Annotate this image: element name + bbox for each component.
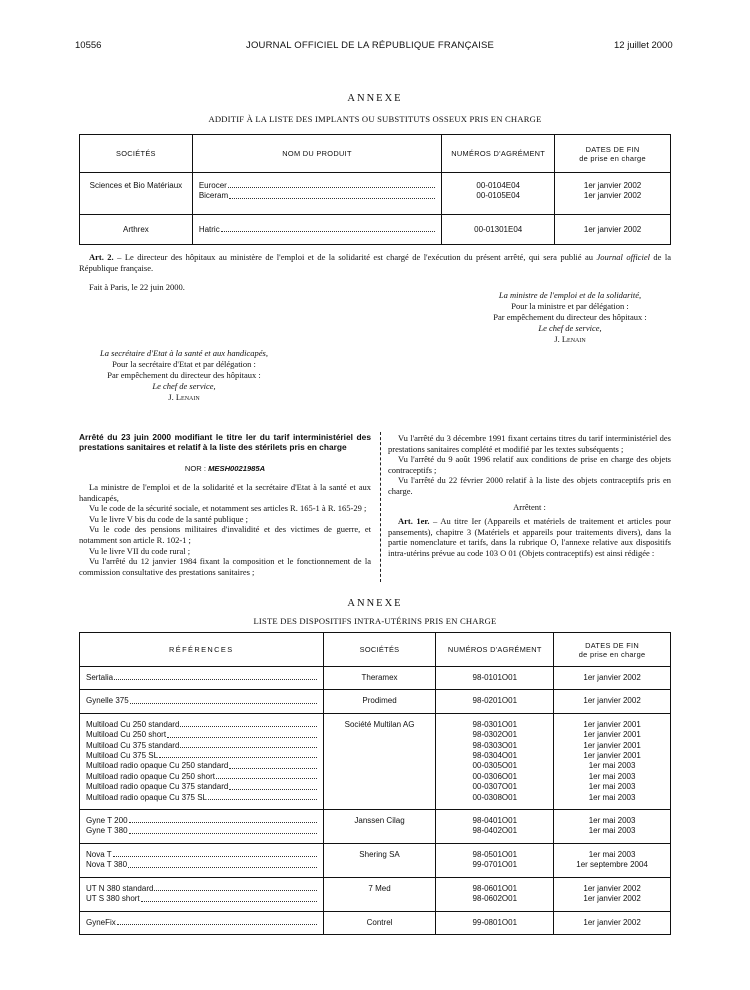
- approval-number: 00-0307O01: [472, 782, 518, 792]
- col-dates: DATES DE FIN de prise en charge: [554, 633, 671, 667]
- approval-number: 00-0104E04: [476, 181, 520, 190]
- approval-number: 98-0602O01: [472, 894, 518, 904]
- end-date: 1er janvier 2002: [583, 191, 642, 201]
- approval-number: 98-0101O01: [472, 673, 518, 682]
- end-date: 1er septembre 2004: [576, 860, 648, 870]
- end-date: 1er janvier 2001: [583, 730, 641, 740]
- journal-title: JOURNAL OFFICIEL DE LA RÉPUBLIQUE FRANÇAISE: [246, 40, 495, 51]
- approval-number: 99-0701O01: [472, 860, 518, 870]
- article-1: Art. 1er. – Au titre Ier (Appareils et matériels de traitement et articles pour pansements), chapitre 3 (Matériels et appareils pour traitements divers), dans la partie nomenclature et tarifs, dans la rubrique O, l'annexe relative aux dispositifs intra-utérins prévue au code 103 O 01 (Objets contraceptifs) est ainsi rédigée :: [388, 516, 671, 558]
- end-date: 1er janvier 2002: [583, 696, 641, 706]
- approval-number: 00-0306O01: [472, 771, 518, 781]
- table-row: [80, 877, 671, 911]
- end-date: 1er janvier 2002: [583, 225, 642, 234]
- reference-name: Multiload Cu 375 standard: [86, 740, 180, 750]
- col-numeros: NUMÉROS D'AGRÉMENT: [436, 633, 554, 667]
- table-row: [80, 173, 671, 215]
- end-date: 1er janvier 2002: [583, 894, 641, 904]
- annex2-table: [79, 632, 671, 935]
- reference-name: UT S 380 short: [86, 894, 140, 904]
- product-name: Eurocer: [198, 181, 227, 190]
- table-row: [80, 690, 671, 713]
- company-cell: Shering SA: [359, 849, 400, 859]
- col-societes: SOCIÉTÉS: [80, 135, 193, 173]
- end-date: 1er janvier 2001: [583, 740, 641, 750]
- page-number: 10556: [75, 40, 102, 51]
- reference-name: Multiload Cu 250 standard: [86, 719, 180, 729]
- product-name: Hatric: [198, 225, 220, 234]
- end-date: 1er mai 2003: [588, 849, 636, 859]
- arrete-right-column: Vu l'arrêté du 3 décembre 1991 fixant certains titres du tarif interministériel des prestations sanitaires complété et modifié par les textes subséquents ; Vu l'arrêté du 9 août 1996 relatif aux conditions de prise en charge des objets contraceptifs ; Vu l'arrêté du 22 février 2000 relatif à la liste des objets contraceptifs pris en charge. Arrêtent : Art. 1er. – Au titre Ier (Appareils et matériels de traitement et articles pour pansements), chapitre 3 (Matériels et appareils pour traitements divers), dans la partie nomenclature et tarifs, dans la rubrique O, l'annexe relative aux dispositifs intra-utérins prévue au code 103 O 01 (Objets contraceptifs) est ainsi rédigée :: [388, 433, 671, 558]
- end-date: 1er mai 2003: [588, 771, 636, 781]
- annex2-subtitle: LISTE DES DISPOSITIFS INTRA-UTÉRINS PRIS EN CHARGE: [253, 616, 497, 626]
- signature-left: La secrétaire d'Etat à la santé et aux handicapés, Pour la secrétaire d'Etat et par délégation : Par empêchement du directeur des hôpitaux : Le chef de service, J. Lenain: [100, 348, 268, 402]
- approval-number: 00-0308O01: [472, 792, 518, 802]
- col-produit: NOM DU PRODUIT: [192, 135, 441, 173]
- table-row: [80, 911, 671, 934]
- reference-name: Nova T: [86, 849, 112, 859]
- approval-number: 98-0301O01: [472, 719, 518, 729]
- reference-name: Multiload radio opaque Cu 250 standard: [86, 761, 229, 771]
- end-date: 1er janvier 2002: [583, 917, 641, 927]
- approval-number: 98-0501O01: [472, 849, 518, 859]
- reference-name: Nova T 380: [86, 860, 128, 870]
- end-date: 1er mai 2003: [588, 792, 636, 802]
- end-date: 1er janvier 2001: [583, 751, 641, 761]
- reference-name: UT N 380 standard: [86, 883, 154, 893]
- product-name: Biceram: [198, 191, 229, 201]
- table-row: [80, 843, 671, 877]
- approval-number: 98-0303O01: [472, 740, 518, 750]
- table-row: [80, 810, 671, 844]
- reference-name: Multiload Cu 375 SL: [86, 751, 159, 761]
- approval-number: 00-01301E04: [474, 225, 523, 234]
- annex2-title: ANNEXE: [347, 598, 403, 609]
- col-numeros: NUMÉROS D'AGRÉMENT: [442, 135, 555, 173]
- col-societes: SOCIÉTÉS: [323, 633, 436, 667]
- approval-number: 98-0601O01: [472, 883, 518, 893]
- annex1-table: [79, 134, 671, 245]
- approval-number: 98-0304O01: [472, 751, 518, 761]
- nor-reference: NOR : MESH0021985A: [184, 464, 266, 473]
- reference-name: Gynelle 375: [86, 696, 129, 706]
- company-cell: Arthrex: [80, 215, 193, 245]
- reference-name: Sertalia: [86, 673, 114, 682]
- fait-a-paris: Fait à Paris, le 22 juin 2000.: [89, 282, 185, 292]
- arrete-left-column: La ministre de l'emploi et de la solidarité et la secrétaire d'Etat à la santé et aux handicapés, Vu le code de la sécurité sociale, et notamment ses articles R. 165-1 à R. 165-29 ; Vu le livre V bis du code de la santé publique ; Vu le code des pensions militaires d'invalidité et des victimes de guerre, et notamment son article R. 102-1 ; Vu le livre VII du code rural ; Vu l'arrêté du 12 janvier 1984 fixant la composition et le fonctionnement de la commission consultative des prestations sanitaires ;: [79, 482, 371, 577]
- reference-name: Gyne T 200: [86, 816, 128, 826]
- article-2: Art. 2. – Le directeur des hôpitaux au ministère de l'emploi et de la solidarité est chargé de l'exécution du présent arrêté, qui sera publié au Journal officiel de la République française.: [79, 252, 671, 273]
- reference-name: Gyne T 380: [86, 826, 128, 836]
- arretent: Arrêtent :: [513, 501, 546, 512]
- col-dates: DATES DE FIN de prise en charge: [555, 135, 671, 173]
- table-row: [80, 713, 671, 809]
- signature-right: La ministre de l'emploi et de la solidarité, Pour la ministre et par délégation : Par empêchement du directeur des hôpitaux : Le chef de service, J. Lenain: [493, 290, 647, 344]
- approval-number: 98-0201O01: [472, 696, 518, 706]
- arrete-title: Arrêté du 23 juin 2000 modifiant le titre Ier du tarif interministériel des prestations sanitaires et relatif à la liste des stérilets pris en charge: [79, 432, 371, 452]
- company-cell: 7 Med: [368, 883, 391, 893]
- end-date: 1er janvier 2002: [583, 181, 642, 190]
- approval-number: 99-0801O01: [472, 917, 518, 927]
- company-cell: Sciences et Bio Matériaux: [80, 173, 193, 215]
- company-cell: Janssen Cilag: [354, 816, 405, 826]
- company-cell: Theramex: [361, 673, 398, 682]
- reference-name: Multiload radio opaque Cu 375 SL: [86, 792, 207, 802]
- approval-number: 98-0402O01: [472, 826, 518, 836]
- column-divider: [380, 432, 381, 582]
- reference-name: Multiload radio opaque Cu 375 standard: [86, 782, 229, 792]
- end-date: 1er janvier 2001: [583, 719, 641, 729]
- header-date: 12 juillet 2000: [614, 40, 673, 51]
- approval-number: 98-0302O01: [472, 730, 518, 740]
- col-references: RÉFÉRENCES: [80, 633, 324, 667]
- approval-number: 00-0105E04: [476, 191, 520, 201]
- company-cell: Société Multilan AG: [344, 719, 415, 729]
- annex1-subtitle: ADDITIF À LA LISTE DES IMPLANTS OU SUBSTITUTS OSSEUX PRIS EN CHARGE: [208, 114, 542, 124]
- approval-number: 98-0401O01: [472, 816, 518, 826]
- company-cell: Contrel: [366, 917, 393, 927]
- approval-number: 00-0305O01: [472, 761, 518, 771]
- end-date: 1er mai 2003: [588, 782, 636, 792]
- annex1-title: ANNEXE: [347, 93, 403, 104]
- end-date: 1er janvier 2002: [583, 883, 641, 893]
- reference-name: GyneFix: [86, 917, 116, 927]
- end-date: 1er mai 2003: [588, 816, 636, 826]
- reference-name: Multiload radio opaque Cu 250 short: [86, 771, 215, 781]
- end-date: 1er mai 2003: [588, 826, 636, 836]
- reference-name: Multiload Cu 250 short: [86, 730, 167, 740]
- company-cell: Prodimed: [362, 696, 397, 706]
- table-row: [80, 215, 671, 245]
- end-date: 1er mai 2003: [588, 761, 636, 771]
- end-date: 1er janvier 2002: [583, 673, 641, 682]
- table-row: [80, 667, 671, 690]
